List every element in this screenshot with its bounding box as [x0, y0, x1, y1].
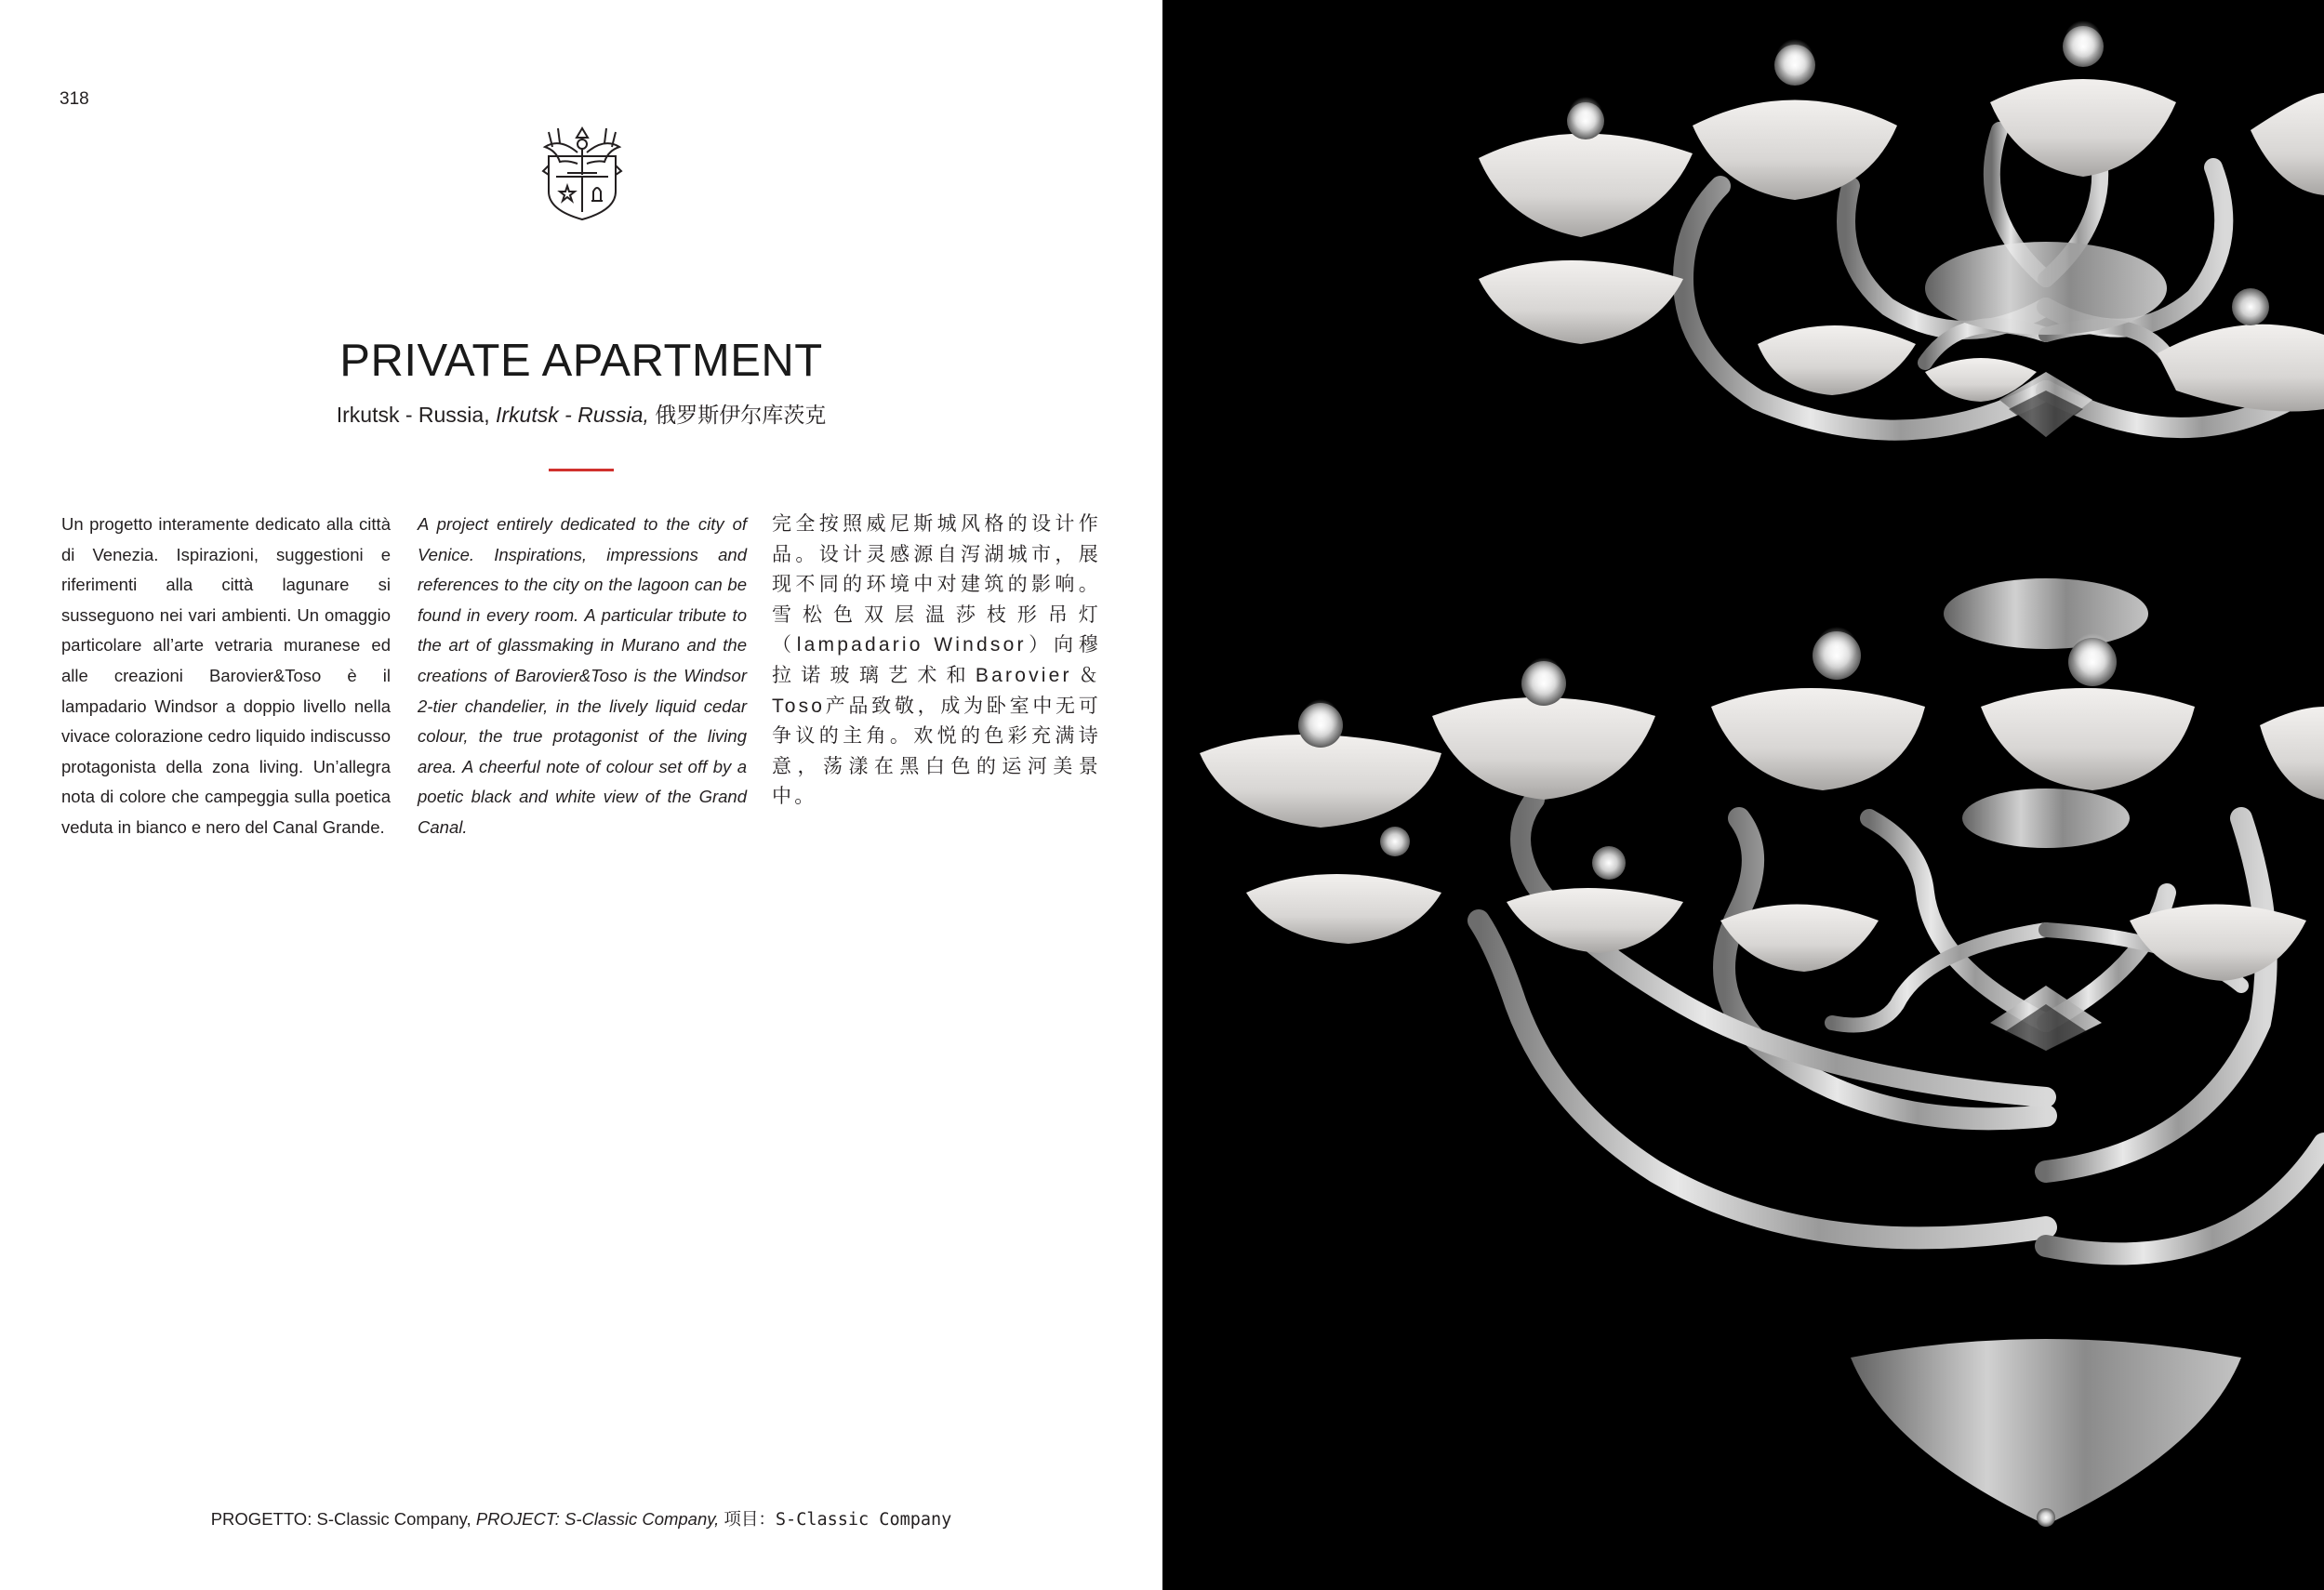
body-english: A project entirely dedicated to the city of Venice. Inspirations, impressions and references to the city on the lagoon can be found in every room. A particular tribute to the art of glassmaking in Murano and the creations of Barovier&Toso is the Windsor 2-tier chandelier, in the lively liquid cedar colour, the true protagonist of the living area. A cheerful note of colour set off by a poetic black and white view of the Grand Canal. [418, 514, 747, 837]
project-credit [0, 1506, 1162, 1530]
text-column-italian [61, 510, 391, 843]
body-italian: Un progetto interamente dedicato alla città di Venezia. Ispirazioni, suggestioni e riferimenti alla città lagunare si susseguono nei vari ambienti. Un omaggio particolare all’arte vetraria muranese ed alle creazioni Barovier&Toso è il lampadario Windsor a doppio livello nella vivace colorazione cedro liquido indiscusso protagonista della zona living. Un’allegra nota di colore che campeggia sulla poetica veduta in bianco e nero del Canal Grande. [61, 514, 391, 837]
subtitle [0, 398, 1162, 429]
subtitle-italian: Irkutsk - Russia, [336, 403, 496, 427]
barovier-toso-crest-icon [539, 119, 625, 223]
chandelier-photo [1162, 0, 2324, 1590]
body-chinese: 完全按照威尼斯城风格的设计作品。设计灵感源自泻湖城市，展现不同的环境中对建筑的影响。雪松色双层温莎枝形吊灯（lampadario Windsor）向穆拉诺玻璃艺术和Barovier＆Toso产品致敬，成为卧室中无可争议的主角。欢悦的色彩充满诗意，荡漾在黑白色的运河美景中。 [772, 513, 1101, 808]
credit-chinese: 项目：S-Classic Company [724, 1510, 952, 1530]
chandelier-illustration [1162, 0, 2324, 1590]
accent-divider [549, 469, 614, 471]
text-column-english [418, 510, 747, 843]
text-column-chinese [772, 510, 1101, 813]
credit-italian: PROGETTO: S-Classic Company, [210, 1509, 476, 1529]
subtitle-chinese: 俄罗斯伊尔库茨克 [655, 403, 827, 427]
page-number: 318 [60, 89, 89, 109]
page-title: PRIVATE APARTMENT [339, 336, 823, 386]
credit-english: PROJECT: S-Classic Company, [475, 1509, 724, 1529]
subtitle-english: Irkutsk - Russia, [496, 403, 656, 427]
